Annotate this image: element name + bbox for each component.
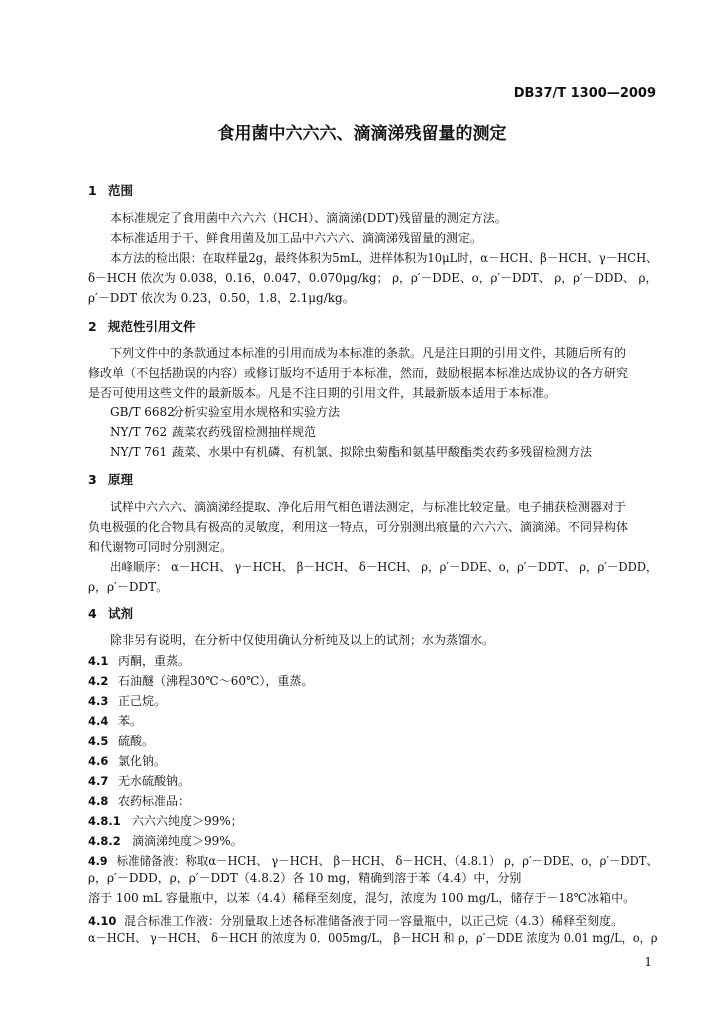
s4-tail-3: α－HCH、 γ－HCH、 δ－HCH 的浓度为 0．005mg/L， β－HCH 和 ρ，ρ′－DDE 浓度为 0.01 mg/L，o，ρ xyxy=(88,931,658,945)
reagent-item: 4.10 混合标准工作液：分别量取上述各标准储备液于同一容量瓶中，以正己烷（4.3）稀释至刻度。 xyxy=(88,914,624,928)
reagent-item: 4.8.2 滴滴涕纯度＞99%。 xyxy=(88,834,243,848)
standard-number: DB37/T 1300—2009 xyxy=(513,86,656,101)
reagent-item: 4.8.1 六六六纯度＞99%； xyxy=(88,814,243,828)
section-2-heading: 2 规范性引用文件 xyxy=(88,319,196,334)
s2-line-1: 下列文件中的条款通过本标准的引用而成为本标准的条款。凡是注日期的引用文件，其随后所有的 xyxy=(110,346,627,360)
reference-item: NY/T 762 蔬菜农药残留检测抽样规范 xyxy=(110,425,317,439)
reagent-item: 4.1 丙酮，重蒸。 xyxy=(88,654,191,668)
reagent-item: 4.9 标准储备液：称取α－HCH、 γ－HCH、 β－HCH、 δ－HCH、（4.8.1） ρ，ρ′－DDE、o，ρ′－DDT、 xyxy=(88,854,658,868)
reagent-item: 4.3 正己烷。 xyxy=(88,694,167,708)
s2-line-2: 修改单（不包括勘误的内容）或修订版均不适用于本标准，然而，鼓励根据本标准达成协议的各方研究 xyxy=(88,366,629,380)
s1-line-1: 本标准规定了食用菌中六六六（HCH）、滴滴涕(DDT)残留量的测定方法。 xyxy=(110,211,507,225)
s3-line-4: 出峰顺序： α－HCH、 γ－HCH、 β－HCH、 δ－HCH、 ρ，ρ′－DDE、o，ρ′－DDT、 ρ，ρ′－DDD， xyxy=(110,560,658,574)
reference-item: GB/T 6682分析实验室用水规格和实验方法 xyxy=(110,405,341,419)
s3-line-2: 负电极强的化合物具有极高的灵敏度，利用这一特点，可分别测出痕量的六六六、滴滴涕。不同异构体 xyxy=(88,520,629,534)
s3-line-5: ρ，ρ′－DDT。 xyxy=(88,580,169,594)
section-4-heading: 4 试剂 xyxy=(88,606,134,621)
s4-tail-2: 溶于 100 mL 容量瓶中，以苯（4.4）稀释至刻度，混匀，浓度为 100 mg/L，储存于－18℃冰箱中。 xyxy=(88,891,636,905)
reagent-item: 4.5 硫酸。 xyxy=(88,734,155,748)
section-3-heading: 3 原理 xyxy=(88,472,134,487)
s2-line-3: 是否可使用这些文件的最新版本。凡是不注日期的引用文件，其最新版本适用于本标准。 xyxy=(88,386,557,400)
s3-line-3: 和代谢物可同时分别测定。 xyxy=(88,540,233,554)
reagent-item: 4.7 无水硫酸钠。 xyxy=(88,774,191,788)
s4-tail-1: ρ，ρ′－DDD，ρ，ρ′－DDT（4.8.2）各 10 mg，精确到溶于苯（4.4）中，分别 xyxy=(88,871,522,885)
page-number: 1 xyxy=(644,955,652,969)
reagent-item: 4.6 氯化钠。 xyxy=(88,754,167,768)
reference-item: NY/T 761 蔬菜、水果中有机磷、有机氯、拟除虫菊酯和氨基甲酸酯类农药多残留检测方法 xyxy=(110,445,593,459)
s1-line-2: 本标准适用于干、鲜食用菌及加工品中六六六、滴滴涕残留量的测定。 xyxy=(110,231,483,245)
reagent-item: 4.2 石油醚（沸程30℃～60℃），重蒸。 xyxy=(88,674,314,688)
s1-line-4: δ－HCH 依次为 0.038，0.16，0.047，0.070μg/kg； ρ，ρ′－DDE、o，ρ′－DDT、 ρ，ρ′－DDD、 ρ， xyxy=(88,271,658,285)
s3-line-1: 试样中六六六、滴滴涕经提取、净化后用气相色谱法测定，与标准比较定量。电子捕获检测器对于 xyxy=(110,500,627,514)
s4-intro: 除非另有说明，在分析中仅使用确认分析纯及以上的试剂；水为蒸馏水。 xyxy=(110,633,495,647)
s1-line-5: ρ′－DDT 依次为 0.23，0.50，1.8，2.1μg/kg。 xyxy=(88,291,355,305)
reagent-item: 4.8 农药标准品： xyxy=(88,794,191,808)
document-title: 食用菌中六六六、滴滴涕残留量的测定 xyxy=(217,124,507,144)
s1-line-3: 本方法的检出限：在取样量2g，最终体积为5mL，进样体积为10μL时，α－HCH、β－HCH、γ－HCH、 xyxy=(110,251,658,265)
section-1-heading: 1 范围 xyxy=(88,183,134,198)
reagent-item: 4.4 苯。 xyxy=(88,714,143,728)
